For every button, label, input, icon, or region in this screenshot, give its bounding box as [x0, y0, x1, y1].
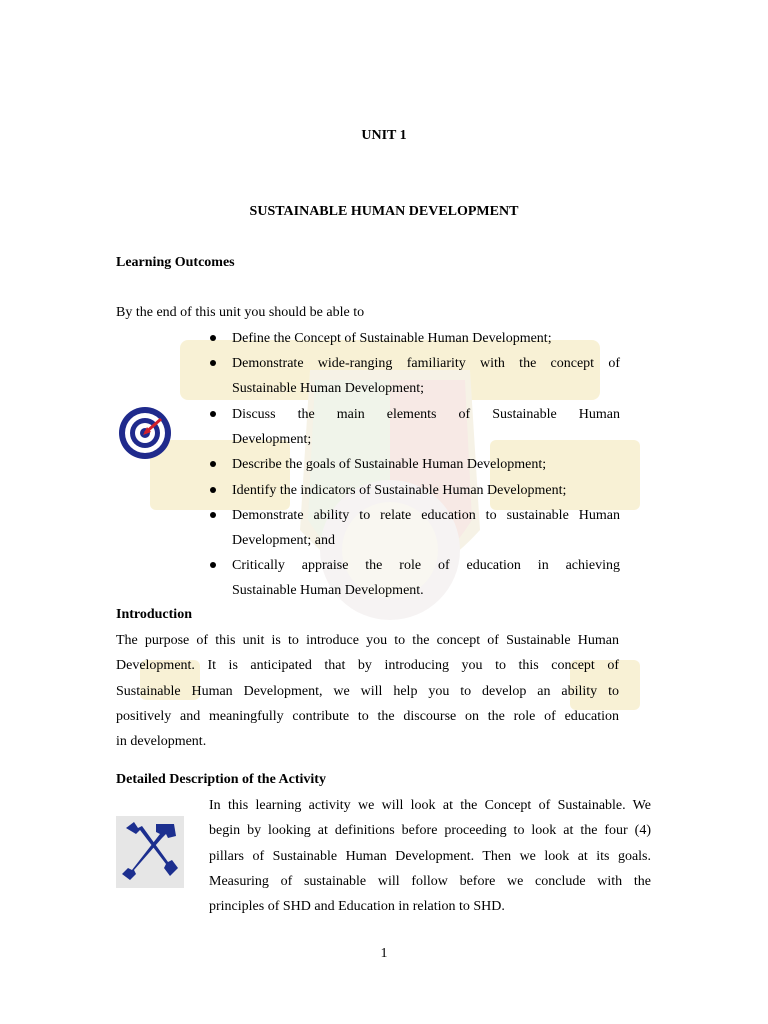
activity-paragraph: [209, 793, 651, 919]
bullet-marker: [210, 512, 216, 518]
main-title: SUSTAINABLE HUMAN DEVELOPMENT: [249, 204, 519, 219]
learning-outcomes-heading: Learning Outcomes: [116, 255, 235, 270]
paragraph-line: positively and meaningfully contribute to the discourse on the role of education: [116, 708, 619, 724]
bullet-marker: [210, 411, 216, 417]
outcome-item: Describe the goals of Sustainable Human Development;: [232, 457, 547, 472]
paragraph-line: begin by looking at definitions before proceeding to look at the four (4): [209, 823, 651, 839]
outcome-item: Demonstrate wide-ranging familiarity with the concept of: [232, 356, 620, 371]
outcome-item: Discuss the main elements of Sustainable Human: [232, 407, 620, 422]
outcome-item-continuation: Sustainable Human Development.: [232, 583, 424, 598]
outcome-item: Critically appraise the role of education in achieving: [232, 558, 620, 573]
paragraph-line: Sustainable Human Development, we will help you to develop an ability to: [116, 683, 619, 699]
bullet-marker: [210, 360, 216, 366]
bullet-marker: [210, 487, 216, 493]
outcome-item-continuation: Development;: [232, 432, 312, 447]
paragraph-line: The purpose of this unit is to introduce you to the concept of Sustainable Human: [116, 633, 619, 648]
outcome-item-continuation: Development; and: [232, 533, 336, 548]
unit-title: UNIT 1: [361, 128, 407, 143]
learning-outcomes-intro: By the end of this unit you should be able to: [116, 305, 365, 320]
outcome-item: Demonstrate ability to relate education to sustainable Human: [232, 508, 620, 523]
paragraph-line: Measuring of sustainable will follow before we conclude with the: [209, 873, 651, 889]
paragraph-line: In this learning activity we will look at the Concept of Sustainable. We: [209, 798, 651, 813]
target-icon: [117, 405, 173, 461]
paragraph-line: principles of SHD and Education in relation to SHD.: [209, 899, 505, 915]
outcome-item: Identify the indicators of Sustainable Human Development;: [232, 483, 567, 498]
activity-heading: Detailed Description of the Activity: [116, 772, 326, 787]
paragraph-line: in development.: [116, 734, 207, 750]
page-number: 1: [380, 946, 388, 961]
introduction-paragraph: [116, 628, 619, 754]
paragraph-line: pillars of Sustainable Human Development. Then we look at its goals.: [209, 848, 651, 864]
tools-icon: [116, 816, 184, 888]
tools-icon-graphic: [116, 816, 184, 888]
introduction-heading: Introduction: [116, 607, 192, 622]
outcome-item-continuation: Sustainable Human Development;: [232, 381, 425, 396]
bullet-marker: [210, 335, 216, 341]
outcome-item: Define the Concept of Sustainable Human Development;: [232, 331, 552, 346]
paragraph-line: Development. It is anticipated that by introducing you to this concept of: [116, 658, 619, 674]
bullet-marker: [210, 461, 216, 467]
bullet-marker: [210, 562, 216, 568]
